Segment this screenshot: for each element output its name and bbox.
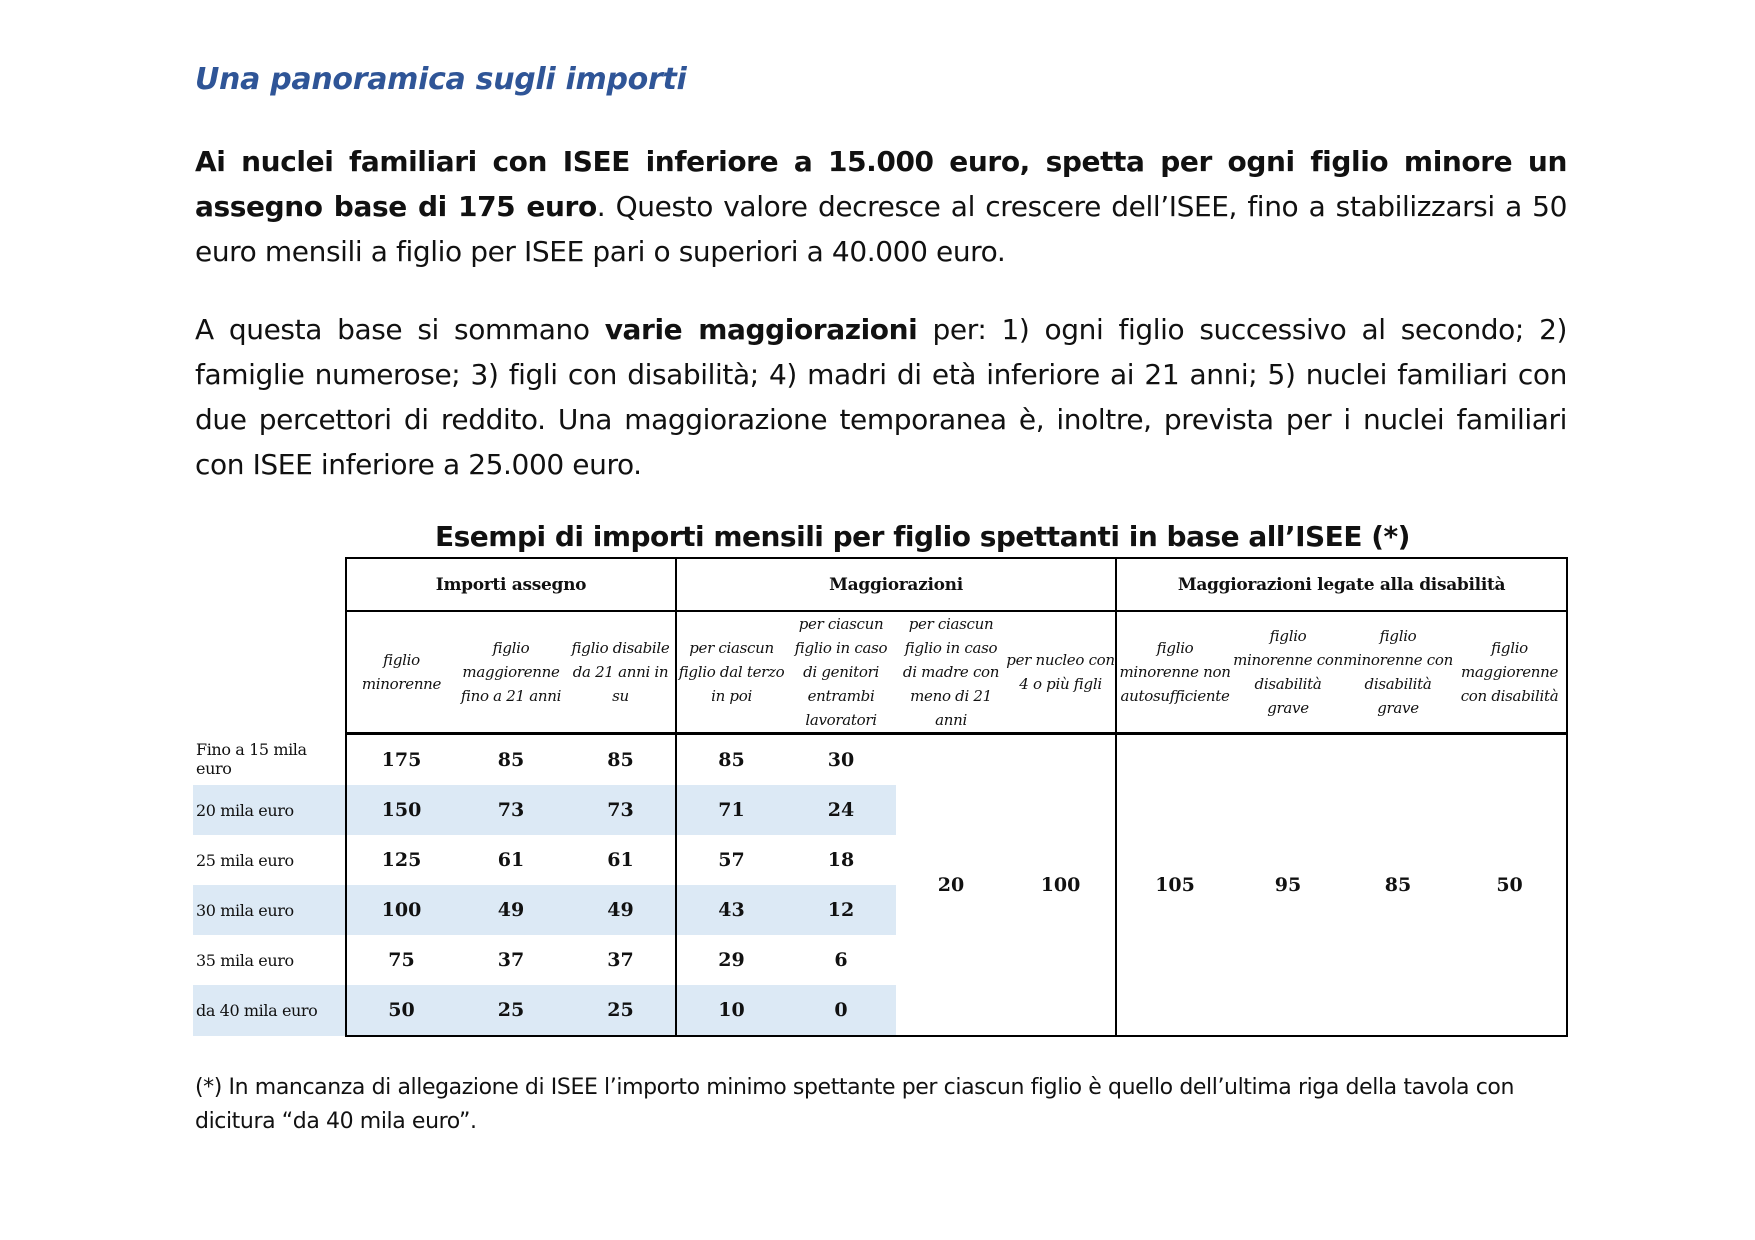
- table-cell: 75: [346, 935, 456, 985]
- column-header: figlio minorenne con disabilità grave: [1233, 611, 1343, 734]
- row-label: 35 mila euro: [196, 950, 294, 970]
- group-header-importi: Importi assegno: [346, 558, 676, 611]
- table-cell: 49: [566, 885, 676, 935]
- table-cell: 25: [566, 985, 676, 1036]
- table-cell: 24: [786, 785, 896, 835]
- paragraph-intro-bold: Ai nuclei familiari con ISEE inferiore a 15.000 euro, spetta per ogni figlio minore un assegno base di 175 euro: [195, 145, 1567, 223]
- table-cell: 85: [497, 749, 525, 771]
- table-cell: 43: [676, 885, 786, 935]
- column-header-row: [193, 611, 1567, 734]
- column-header: per ciascun figlio in caso di madre con meno di 21 anni: [896, 611, 1006, 734]
- column-header: figlio disabile da 21 anni in su: [566, 611, 676, 734]
- table-cell: 61: [607, 849, 634, 871]
- merged-cell-madre-under-21: 20: [896, 734, 1006, 1037]
- paragraph-increases-part1: A questa base si sommano: [195, 313, 605, 346]
- header-corner-2: [193, 611, 346, 734]
- table-cell: 85: [607, 749, 634, 771]
- column-header: per ciascun figlio in caso di genitori entrambi lavoratori: [786, 611, 896, 734]
- table-cell: 50: [346, 985, 456, 1036]
- header-corner: [193, 558, 346, 611]
- table-cell: 73: [566, 785, 676, 835]
- table-title: Esempi di importi mensili per figlio spettanti in base all’ISEE (*): [435, 520, 1410, 553]
- table-cell: 71: [676, 785, 786, 835]
- table-cell: 30: [827, 749, 855, 771]
- table-cell: 37: [607, 949, 634, 971]
- merged-cell-disabilita-grave-2: 85: [1343, 734, 1453, 1037]
- section-heading: Una panoramica sugli importi: [195, 62, 687, 97]
- column-header: per ciascun figlio dal terzo in poi: [676, 611, 786, 734]
- table-cell: 125: [346, 835, 456, 885]
- merged-cell-disabilita-grave: 95: [1233, 734, 1343, 1037]
- table-cell: 12: [786, 885, 896, 935]
- group-header-disabilita: Maggiorazioni legate alla disabilità: [1116, 558, 1567, 611]
- footnote: (*) In mancanza di allegazione di ISEE l’importo minimo spettante per ciascun figlio è quello dell’ultima riga della tavola con dicitura “da 40 mila euro”.: [195, 1075, 1515, 1134]
- column-header: figlio minorenne non autosufficiente: [1116, 611, 1233, 734]
- table-cell: 10: [676, 985, 786, 1036]
- table-cell: 18: [827, 849, 855, 871]
- table-cell: 175: [346, 734, 456, 786]
- table-cell: 49: [456, 885, 566, 935]
- merged-cell-maggiorenne-disabilita: 50: [1453, 734, 1567, 1037]
- column-header: figlio maggiorenne fino a 21 anni: [456, 611, 566, 734]
- table-cell: 85: [676, 734, 786, 786]
- paragraph-increases-part2: per: 1) ogni figlio successivo al secondo; 2) famiglie numerose; 3) figli con disabilità; 4) madri di età inferiore ai 21 anni; 5) nuclei familiari con due percettori di reddito. Una maggiorazione temporanea è, inoltre, prevista per i nuclei familiari con ISEE inferiore a 25.000 euro.: [195, 313, 1568, 481]
- row-label: 20 mila euro: [193, 785, 346, 835]
- table-cell: 61: [497, 849, 525, 871]
- row-label: 30 mila euro: [193, 885, 346, 935]
- table-cell: 29: [676, 935, 786, 985]
- table-cell: 150: [346, 785, 456, 835]
- column-header: figlio minorenne: [346, 611, 456, 734]
- table-cell: 73: [456, 785, 566, 835]
- group-header-row: [193, 558, 1567, 611]
- column-header: per nucleo con 4 o più figli: [1006, 611, 1116, 734]
- merged-cell-non-autosufficiente: 105: [1116, 734, 1233, 1037]
- paragraph-intro-rest: . Questo valore decresce al crescere dell’ISEE, fino a stabilizzarsi a 50 euro mensili a figlio per ISEE pari o superiori a 40.000 euro.: [195, 190, 1567, 268]
- table-cell: 37: [497, 949, 525, 971]
- row-label: da 40 mila euro: [193, 985, 346, 1036]
- group-header-maggiorazioni: Maggiorazioni: [676, 558, 1116, 611]
- table-cell: 0: [786, 985, 896, 1036]
- column-header: figlio maggiorenne con disabilità: [1453, 611, 1567, 734]
- row-label: Fino a 15 mila euro: [196, 740, 307, 779]
- table-row: [193, 734, 1567, 786]
- paragraph-intro: [195, 139, 1567, 274]
- table-cell: 57: [676, 835, 786, 885]
- table-cell: 100: [346, 885, 456, 935]
- row-label: 25 mila euro: [196, 850, 294, 870]
- merged-cell-nucleo-4-figli: 100: [1006, 734, 1116, 1037]
- column-header: figlio minorenne con disabilità grave: [1343, 611, 1453, 734]
- table-cell: 6: [834, 949, 848, 971]
- amounts-table: [193, 557, 1568, 1037]
- table-cell: 25: [456, 985, 566, 1036]
- paragraph-increases: [195, 307, 1567, 487]
- paragraph-increases-bold: varie maggiorazioni: [604, 313, 918, 346]
